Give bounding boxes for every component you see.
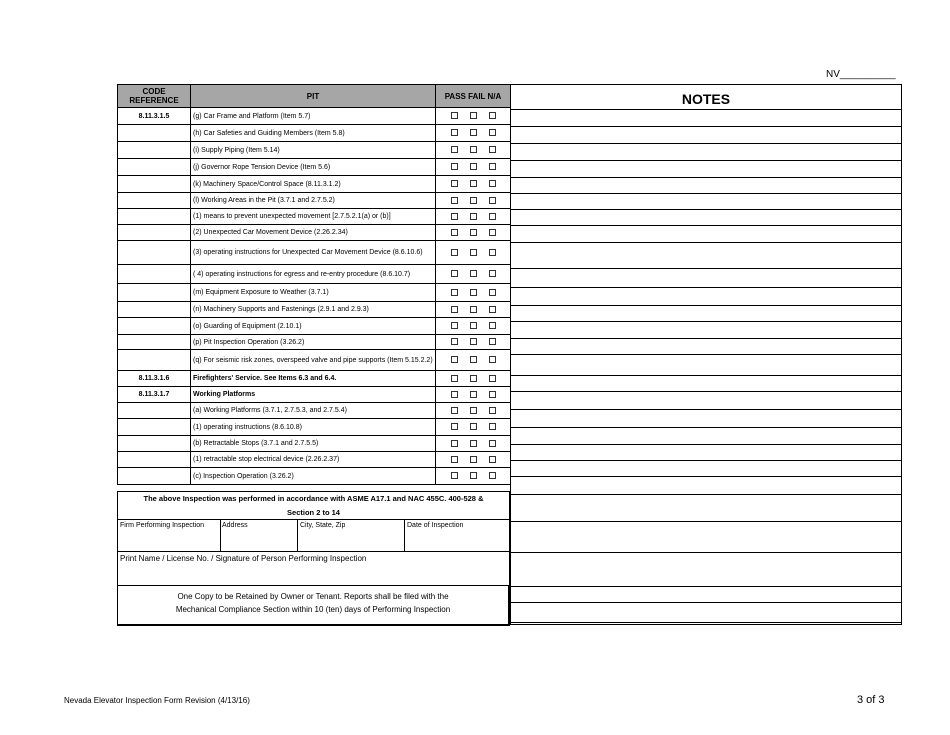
pass-fail-na-checkboxes [436, 302, 511, 318]
na-checkbox[interactable] [489, 472, 496, 479]
pass-checkbox[interactable] [451, 356, 458, 363]
notes-line [511, 427, 901, 428]
code-reference [118, 452, 191, 468]
table-row [118, 209, 511, 225]
na-checkbox[interactable] [489, 270, 496, 277]
notes-line [511, 143, 901, 144]
na-checkbox[interactable] [489, 146, 496, 153]
pass-fail-na-checkboxes [436, 193, 511, 209]
inspection-item: (p) Pit Inspection Operation (3.26.2) [191, 335, 436, 350]
table-row [118, 302, 511, 318]
table-row [118, 452, 511, 468]
code-reference [118, 436, 191, 452]
pass-checkbox[interactable] [451, 322, 458, 329]
notes-line [511, 160, 901, 161]
code-reference [118, 265, 191, 284]
pit-header: PIT [191, 85, 436, 108]
table-row [118, 350, 511, 371]
pass-checkbox[interactable] [451, 375, 458, 382]
divider [404, 520, 405, 551]
pass-fail-na-checkboxes [436, 468, 511, 485]
pass-checkbox[interactable] [451, 472, 458, 479]
code-reference: 8.11.3.1.6 [118, 371, 191, 387]
table-row [118, 436, 511, 452]
na-checkbox[interactable] [489, 197, 496, 204]
date-of-inspection-label: Date of Inspection [407, 522, 464, 529]
fail-checkbox[interactable] [470, 472, 477, 479]
nv-number-field[interactable]: NV__________ [826, 69, 896, 80]
fail-checkbox[interactable] [470, 306, 477, 313]
inspection-item: Firefighters' Service. See Items 6.3 and 6.4. [191, 371, 436, 387]
notes-line [511, 305, 901, 306]
pass-fail-na-checkboxes [436, 108, 511, 125]
pass-checkbox[interactable] [451, 229, 458, 236]
pass-fail-na-checkboxes [436, 403, 511, 419]
inspection-item: (c) Inspection Operation (3.26.2) [191, 468, 436, 485]
code-reference [118, 159, 191, 176]
notes-line [511, 268, 901, 269]
pass-checkbox[interactable] [451, 213, 458, 220]
code-reference [118, 142, 191, 159]
inspection-item: (2) Unexpected Car Movement Device (2.26.2.34) [191, 225, 436, 241]
code-reference [118, 318, 191, 335]
notes-title: NOTES [681, 91, 731, 107]
page-number: 3 of 3 [857, 694, 885, 706]
table-row [118, 125, 511, 142]
code-reference [118, 209, 191, 225]
pass-checkbox[interactable] [451, 112, 458, 119]
footer-revision: Nevada Elevator Inspection Form Revision (4/13/16) [64, 696, 250, 705]
address-label: Address [222, 522, 248, 529]
code-reference [118, 193, 191, 209]
notes-line [511, 622, 901, 623]
na-checkbox[interactable] [489, 440, 496, 447]
fail-checkbox[interactable] [470, 197, 477, 204]
fail-checkbox[interactable] [470, 407, 477, 414]
city-state-zip-label: City, State, Zip [300, 522, 346, 529]
code-reference [118, 125, 191, 142]
pass-checkbox[interactable] [451, 407, 458, 414]
fail-checkbox[interactable] [470, 375, 477, 382]
notes-line [511, 602, 901, 603]
inspection-item: (1) operating instructions (8.6.10.8) [191, 419, 436, 436]
pass-fail-na-checkboxes [436, 225, 511, 241]
notes-line [511, 460, 901, 461]
inspection-item: (n) Machinery Supports and Fastenings (2.9.1 and 2.9.3) [191, 302, 436, 318]
na-checkbox[interactable] [489, 456, 496, 463]
notes-line [511, 287, 901, 288]
notes-line [511, 109, 901, 110]
notes-line [511, 126, 901, 127]
pass-fail-na-checkboxes [436, 350, 511, 371]
inspection-item: (o) Guarding of Equipment (2.10.1) [191, 318, 436, 335]
pass-checkbox[interactable] [451, 440, 458, 447]
pass-fail-na-checkboxes [436, 241, 511, 265]
pass-checkbox[interactable] [451, 456, 458, 463]
code-reference [118, 225, 191, 241]
na-checkbox[interactable] [489, 112, 496, 119]
na-checkbox[interactable] [489, 306, 496, 313]
divider [297, 520, 298, 551]
notes-line [511, 225, 901, 226]
pass-checkbox[interactable] [451, 270, 458, 277]
code-reference [118, 468, 191, 485]
inspection-item: (1) retractable stop electrical device (2.26.2.37) [191, 452, 436, 468]
notes-line [511, 375, 901, 376]
inspection-item: (h) Car Safeties and Guiding Members (Item 5.8) [191, 125, 436, 142]
pass-checkbox[interactable] [451, 306, 458, 313]
pass-fail-na-checkboxes [436, 335, 511, 350]
fail-checkbox[interactable] [470, 229, 477, 236]
pass-checkbox[interactable] [451, 391, 458, 398]
pass-fail-na-checkboxes [436, 318, 511, 335]
inspection-item: (l) Working Areas in the Pit (3.7.1 and 2.7.5.2) [191, 193, 436, 209]
na-checkbox[interactable] [489, 423, 496, 430]
fail-checkbox[interactable] [470, 129, 477, 136]
notes-line [511, 494, 901, 495]
table-row [118, 108, 511, 125]
inspection-item: (m) Equipment Exposure to Weather (3.7.1) [191, 284, 436, 302]
inspection-item: (k) Machinery Space/Control Space (8.11.3.1.2) [191, 176, 436, 193]
pass-checkbox[interactable] [451, 423, 458, 430]
inspection-item: (1) means to prevent unexpected movement [2.7.5.2.1(a) or (b)] [191, 209, 436, 225]
code-reference [118, 403, 191, 419]
na-checkbox[interactable] [489, 356, 496, 363]
notes-line [511, 409, 901, 410]
code-reference [118, 335, 191, 350]
pass-fail-na-checkboxes [436, 209, 511, 225]
notes-line [511, 193, 901, 194]
na-checkbox[interactable] [489, 180, 496, 187]
table-row [118, 419, 511, 436]
notes-line [511, 391, 901, 392]
fail-checkbox[interactable] [470, 180, 477, 187]
na-checkbox[interactable] [489, 229, 496, 236]
pass-fail-na-checkboxes [436, 142, 511, 159]
fail-checkbox[interactable] [470, 213, 477, 220]
inspector-info-row [117, 519, 510, 552]
pass-checkbox[interactable] [451, 338, 458, 345]
inspection-item: (3) operating instructions for Unexpected Car Movement Device (8.6.10.6) [191, 241, 436, 265]
signature-row[interactable] [117, 551, 510, 586]
inspection-statement: The above Inspection was performed in accordance with ASME A17.1 and NAC 455C. 400-528 & Section 2 to 14 [117, 491, 510, 520]
na-checkbox[interactable] [489, 163, 496, 170]
notes-line [511, 444, 901, 445]
table-row [118, 193, 511, 209]
pass-fail-na-checkboxes [436, 176, 511, 193]
na-checkbox[interactable] [489, 322, 496, 329]
pass-fail-na-checkboxes [436, 159, 511, 176]
inspection-item: (i) Supply Piping (Item 5.14) [191, 142, 436, 159]
table-row [118, 241, 511, 265]
fail-checkbox[interactable] [470, 163, 477, 170]
table-row [118, 176, 511, 193]
pass-checkbox[interactable] [451, 163, 458, 170]
pass-fail-na-checkboxes [436, 419, 511, 436]
code-reference [118, 350, 191, 371]
na-checkbox[interactable] [489, 407, 496, 414]
fail-checkbox[interactable] [470, 456, 477, 463]
notes-line [511, 354, 901, 355]
pass-checkbox[interactable] [451, 146, 458, 153]
fail-checkbox[interactable] [470, 391, 477, 398]
pass-checkbox[interactable] [451, 180, 458, 187]
pass-fail-na-checkboxes [436, 452, 511, 468]
table-row [118, 225, 511, 241]
table-row [118, 142, 511, 159]
na-checkbox[interactable] [489, 213, 496, 220]
fail-checkbox[interactable] [470, 249, 477, 256]
code-reference [118, 302, 191, 318]
pass-fail-na-checkboxes [436, 387, 511, 403]
na-checkbox[interactable] [489, 289, 496, 296]
copy-note: One Copy to be Retained by Owner or Tenant. Reports shall be filed with the Mechanical Compliance Section within 10 (ten) days of Performing Inspection [117, 585, 510, 626]
table-row [118, 403, 511, 419]
pass-fail-na-header: PASS FAIL N/A [436, 85, 511, 108]
fail-checkbox[interactable] [470, 440, 477, 447]
fail-checkbox[interactable] [470, 112, 477, 119]
notes-line [511, 476, 901, 477]
inspection-item: (b) Retractable Stops (3.7.1 and 2.7.5.5) [191, 436, 436, 452]
table-row [118, 284, 511, 302]
table-row [118, 371, 511, 387]
pass-fail-na-checkboxes [436, 284, 511, 302]
table-row [118, 335, 511, 350]
table-row [118, 468, 511, 485]
table-row [118, 318, 511, 335]
notes-panel[interactable] [510, 84, 902, 625]
notes-line [511, 177, 901, 178]
na-checkbox[interactable] [489, 338, 496, 345]
fail-checkbox[interactable] [470, 338, 477, 345]
fail-checkbox[interactable] [470, 356, 477, 363]
na-checkbox[interactable] [489, 129, 496, 136]
divider [220, 520, 221, 551]
notes-line [511, 338, 901, 339]
code-reference: 8.11.3.1.7 [118, 387, 191, 403]
code-reference [118, 284, 191, 302]
pass-fail-na-checkboxes [436, 125, 511, 142]
notes-line [511, 209, 901, 210]
notes-line [511, 586, 901, 587]
notes-line [511, 521, 901, 522]
notes-line [511, 552, 901, 553]
pass-checkbox[interactable] [451, 289, 458, 296]
fail-checkbox[interactable] [470, 146, 477, 153]
inspection-item: (j) Governor Rope Tension Device (Item 5.6) [191, 159, 436, 176]
code-reference: 8.11.3.1.5 [118, 108, 191, 125]
pass-checkbox[interactable] [451, 249, 458, 256]
code-reference-header: CODE REFERENCE [118, 85, 191, 108]
firm-label: Firm Performing Inspection [120, 522, 205, 529]
notes-line [511, 242, 901, 243]
na-checkbox[interactable] [489, 391, 496, 398]
fail-checkbox[interactable] [470, 322, 477, 329]
code-reference [118, 241, 191, 265]
pit-inspection-table [117, 84, 511, 485]
inspection-item: (g) Car Frame and Platform (Item 5.7) [191, 108, 436, 125]
table-row [118, 265, 511, 284]
notes-line [511, 321, 901, 322]
na-checkbox[interactable] [489, 249, 496, 256]
pass-fail-na-checkboxes [436, 436, 511, 452]
fail-checkbox[interactable] [470, 423, 477, 430]
table-row [118, 387, 511, 403]
pass-checkbox[interactable] [451, 129, 458, 136]
inspection-item: (q) For seismic risk zones, overspeed valve and pipe supports (Item 5.15.2.2) [191, 350, 436, 371]
code-reference [118, 176, 191, 193]
code-reference [118, 419, 191, 436]
inspection-item: Working Platforms [191, 387, 436, 403]
pass-fail-na-checkboxes [436, 265, 511, 284]
pass-fail-na-checkboxes [436, 371, 511, 387]
table-row [118, 159, 511, 176]
fail-checkbox[interactable] [470, 270, 477, 277]
fail-checkbox[interactable] [470, 289, 477, 296]
pass-checkbox[interactable] [451, 197, 458, 204]
inspection-item: (a) Working Platforms (3.7.1, 2.7.5.3, and 2.7.5.4) [191, 403, 436, 419]
print-name-label: Print Name / License No. / Signature of Person Performing Inspection [120, 554, 367, 563]
inspection-item: ( 4) operating instructions for egress and re-entry procedure (8.6.10.7) [191, 265, 436, 284]
na-checkbox[interactable] [489, 375, 496, 382]
